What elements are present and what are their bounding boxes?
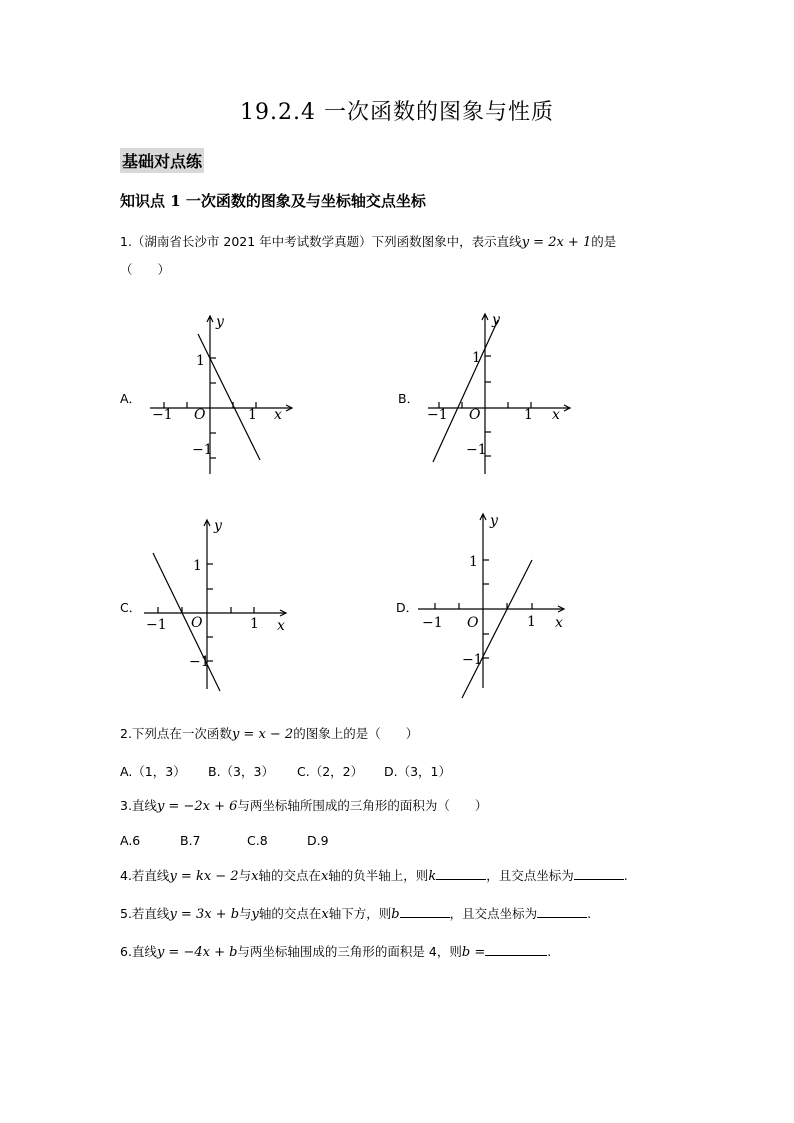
q5-var-x: x [321, 907, 329, 922]
knowledge-point-heading: 知识点 1 一次函数的图象及与坐标轴交点坐标 [120, 192, 426, 210]
q3-prefix: 3.直线 [120, 798, 157, 813]
question-6 [120, 942, 551, 960]
graph-a [140, 310, 300, 480]
y-tick-1: 1 [469, 554, 478, 570]
question-5 [120, 904, 591, 922]
q2-prefix: 2.下列点在一次函数 [120, 726, 232, 741]
origin-label: O [469, 407, 481, 423]
q4-text-4: 轴的负半轴上，则 [328, 868, 429, 883]
origin-label: O [194, 407, 206, 423]
q2-formula: y = x − 2 [231, 727, 294, 742]
x-tick-1: 1 [524, 407, 533, 423]
x-label: x [277, 618, 285, 634]
x-tick-1: 1 [248, 407, 257, 423]
y-tick-1: 1 [472, 350, 481, 366]
y-tick-1: 1 [193, 558, 202, 574]
y-tick-neg-1: −1 [189, 654, 210, 670]
q3-option-b: B.7 [180, 833, 201, 848]
y-label: y [490, 513, 498, 529]
q6-text-1: 6.直线 [120, 944, 157, 959]
q1-answer-paren: （ ） [120, 262, 171, 277]
q3-option-a: A.6 [120, 833, 141, 848]
graph-b-label: B． [398, 391, 420, 406]
q1-prefix: 1.（湖南省长沙市 2021 年中考试数学真题）下列函数图象中，表示直线 [120, 234, 522, 249]
y-label: y [492, 312, 500, 328]
q5-var-y: y [251, 907, 259, 922]
x-tick-1: 1 [527, 614, 536, 630]
y-tick-1: 1 [196, 353, 205, 369]
q5-text-4: 轴下方，则 [328, 906, 392, 921]
q5-answer-blank-1[interactable] [400, 916, 450, 918]
q4-var-k: k [428, 869, 437, 884]
y-tick-neg-1: −1 [462, 652, 483, 668]
q4-text-3: 轴的交点在 [258, 868, 321, 883]
q4-answer-blank-1[interactable] [436, 878, 486, 880]
q6-formula: y = −4x + b [156, 945, 238, 960]
q4-end: . [623, 868, 628, 883]
graph-c [140, 515, 300, 693]
graph-b-line [433, 320, 498, 462]
q2-option-b: B.（3，3） [208, 764, 274, 779]
q3-suffix: 与两坐标轴所围成的三角形的面积为（ ） [237, 798, 488, 813]
x-tick-1: 1 [250, 616, 259, 632]
x-tick-neg-1: −1 [427, 407, 448, 423]
graph-d [416, 510, 576, 702]
q5-text-2: 与 [239, 906, 252, 921]
q3-option-d: D.9 [307, 833, 329, 848]
graph-a-label: A． [120, 391, 142, 406]
y-tick-neg-1: −1 [192, 442, 213, 458]
x-label: x [274, 407, 282, 423]
question-4 [120, 866, 628, 884]
page-title: 19.2.4 一次函数的图象与性质 [240, 100, 554, 125]
x-label: x [555, 615, 563, 631]
x-tick-neg-1: −1 [152, 407, 173, 423]
x-label: x [552, 407, 560, 423]
q4-formula: y = kx − 2 [169, 869, 239, 884]
y-label: y [216, 314, 224, 330]
q6-answer-blank[interactable] [485, 954, 547, 956]
q6-var-b: b = [461, 945, 486, 960]
q1-suffix: 的是 [591, 234, 617, 249]
q5-formula: y = 3x + b [169, 907, 240, 922]
q5-text-5: ，且交点坐标为 [449, 906, 538, 921]
graph-c-label: C． [120, 600, 142, 615]
question-2 [120, 724, 418, 742]
q4-text-2: 与 [238, 868, 252, 883]
q5-text-1: 5.若直线 [120, 906, 170, 921]
graph-b [418, 310, 578, 480]
q4-var-x: x [251, 869, 259, 884]
y-label: y [214, 518, 222, 534]
q5-answer-blank-2[interactable] [537, 916, 587, 918]
x-tick-neg-1: −1 [146, 617, 167, 633]
q6-end: . [547, 944, 552, 959]
q3-formula: y = −2x + 6 [156, 799, 238, 814]
q6-text-2: 与两坐标轴围成的三角形的面积是 4，则 [237, 944, 462, 959]
q5-var-b: b [391, 907, 400, 922]
q2-option-a: A.（1，3） [120, 764, 186, 779]
q5-end: . [587, 906, 592, 921]
q4-var-x-2: x [320, 869, 329, 884]
question-3 [120, 796, 487, 814]
q2-option-d: D.（3，1） [384, 764, 452, 779]
x-tick-neg-1: −1 [422, 615, 443, 631]
q2-option-c: C.（2，2） [297, 764, 364, 779]
origin-label: O [191, 615, 203, 631]
q4-answer-blank-2[interactable] [574, 878, 624, 880]
q5-text-3: 轴的交点在 [258, 906, 322, 921]
q4-text-5: ，且交点坐标为 [486, 868, 574, 883]
origin-label: O [467, 615, 479, 631]
q2-suffix: 的图象上的是（ ） [293, 726, 419, 741]
graph-d-label: D． [396, 600, 419, 615]
section-heading: 基础对点练 [120, 148, 204, 173]
y-tick-neg-1: −1 [466, 442, 487, 458]
question-1 [120, 232, 616, 250]
q4-text-1: 4.若直线 [120, 868, 170, 883]
q1-formula: y = 2x + 1 [521, 235, 592, 250]
q3-option-c: C.8 [247, 833, 268, 848]
